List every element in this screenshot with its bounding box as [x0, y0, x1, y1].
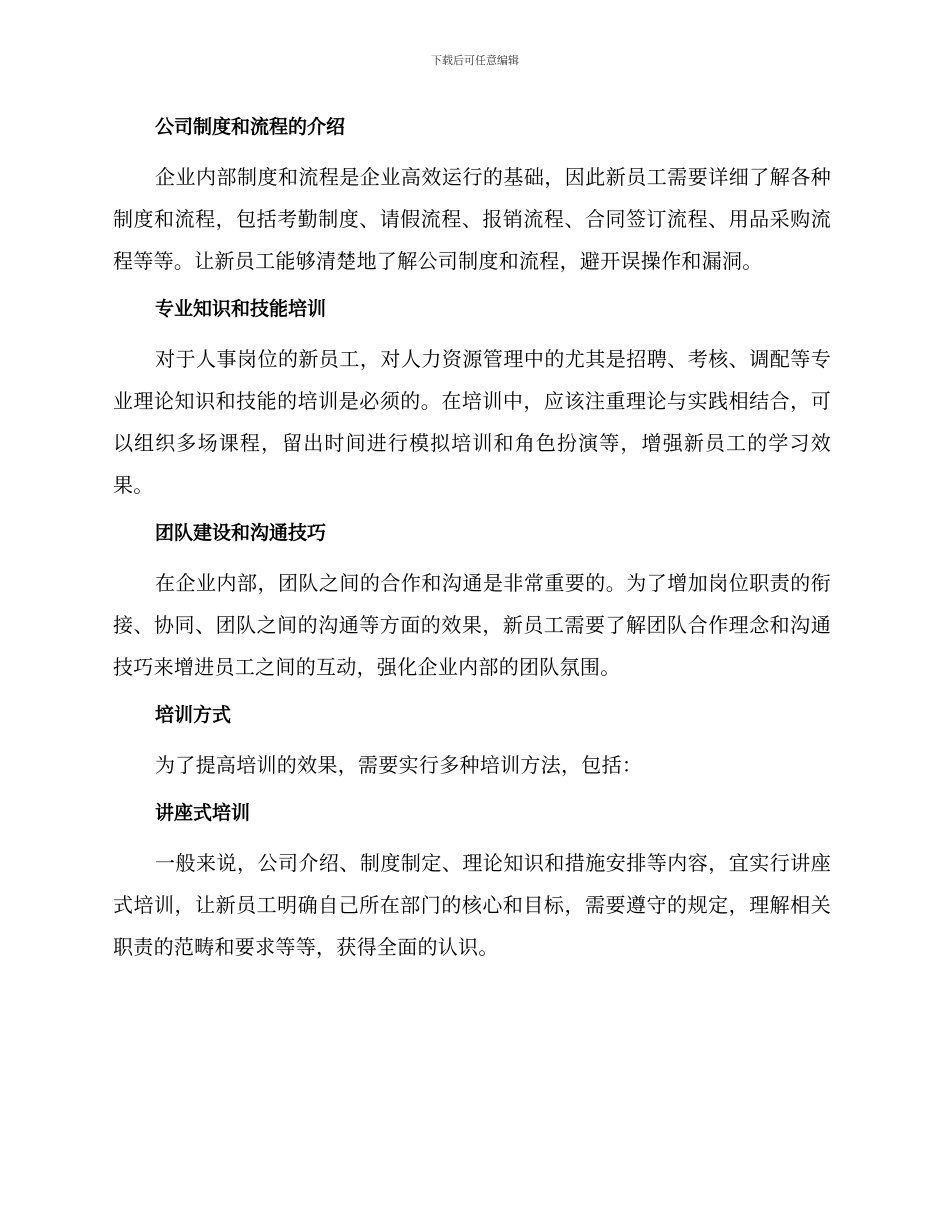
section-heading-training-methods: 培训方式 [155, 704, 232, 726]
section-paragraph-training-methods: 为了提高培训的效果，需要实行多种培训方法，包括： [155, 753, 643, 777]
section-heading-professional-training: 专业知识和技能培训 [155, 298, 327, 320]
document-body [113, 110, 831, 978]
section-paragraph-team-building: 在企业内部，团队之间的合作和沟通是非常重要的。为了增加岗位职责的衔接、协同、团队之间的沟通等方面的效果，新员工需要了解团队合作理念和沟通技巧来增进员工之间的互动，强化企业内部的团队氛围。 [113, 571, 831, 679]
section-heading-lecture-training: 讲座式培训 [155, 802, 251, 824]
section-paragraph-company-policies: 企业内部制度和流程是企业高效运行的基础，因此新员工需要详细了解各种制度和流程，包括考勤制度、请假流程、报销流程、合同签订流程、用品采购流程等等。让新员工能够清楚地了解公司制度和流程，避开误操作和漏洞。 [113, 165, 831, 273]
section-paragraph-lecture-training: 一般来说，公司介绍、制度制定、理论知识和措施安排等内容，宜实行讲座式培训，让新员工明确自己所在部门的核心和目标，需要遵守的规定，理解相关职责的范畴和要求等等，获得全面的认识。 [113, 851, 831, 959]
section-paragraph-professional-training: 对于人事岗位的新员工，对人力资源管理中的尤其是招聘、考核、调配等专业理论知识和技能的培训是必须的。在培训中，应该注重理论与实践相结合，可以组织多场课程，留出时间进行模拟培训和角色扮演等，增强新员工的学习效果。 [113, 347, 831, 497]
section-heading-team-building: 团队建设和沟通技巧 [155, 522, 327, 544]
page-header: 下载后可任意编辑 [431, 54, 519, 67]
section-heading-company-policies: 公司制度和流程的介绍 [155, 116, 346, 138]
